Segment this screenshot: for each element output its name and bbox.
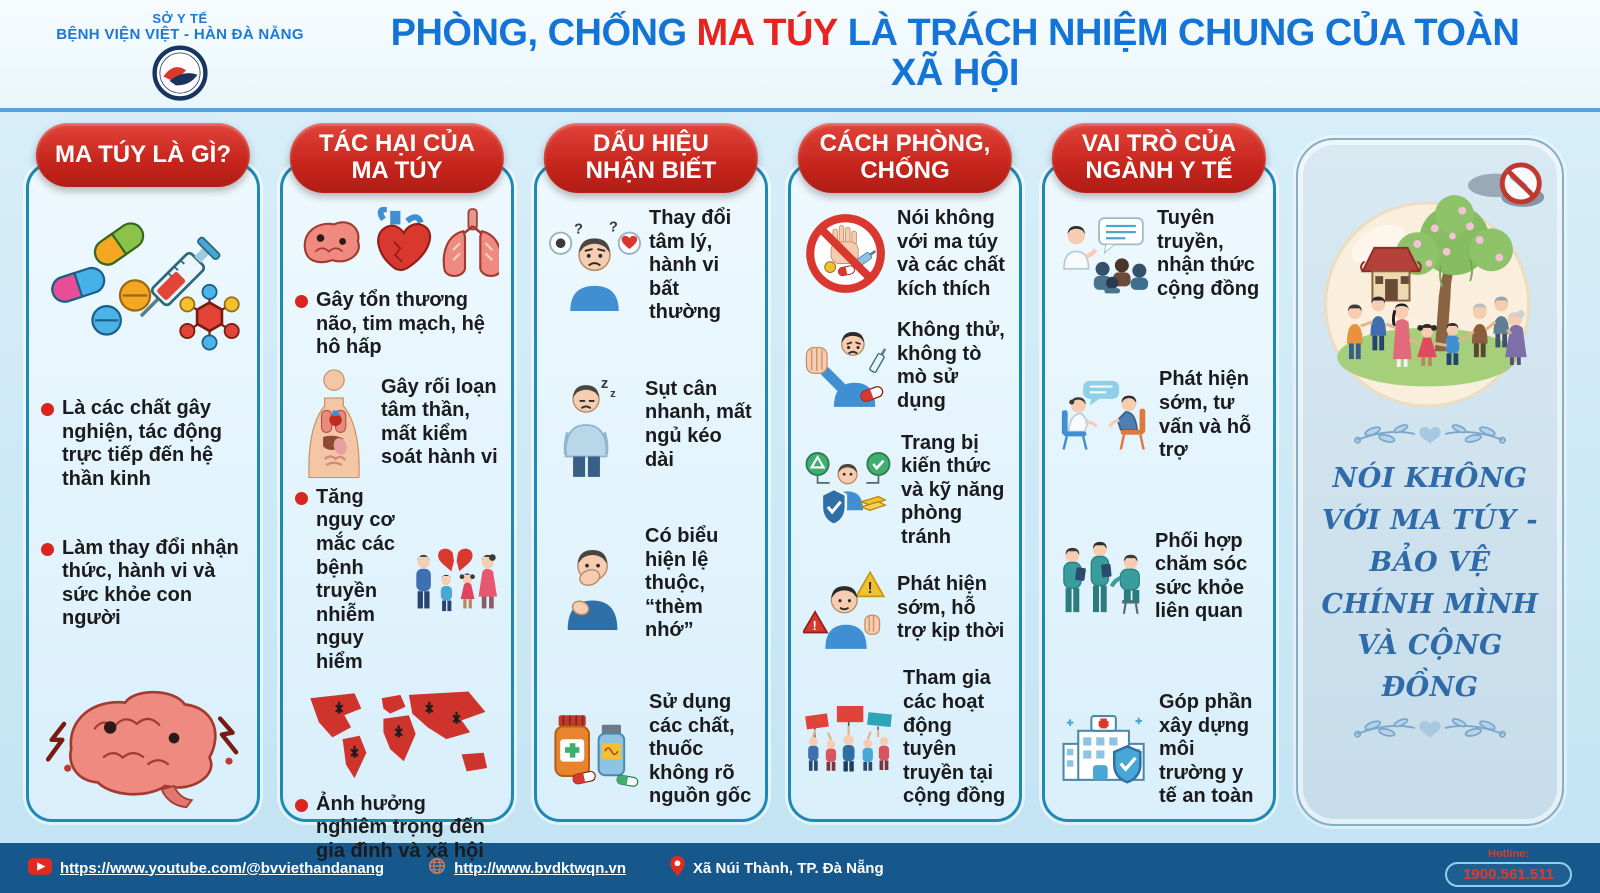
bullet-dot [41,403,54,416]
website-link[interactable]: http://www.bvdktwqn.vn [454,859,627,877]
address-item [670,856,884,880]
column-health-sector [1042,130,1276,822]
item-text: Thay đổi tâm lý, hành vi bất thường [649,207,732,324]
column-header-what-is [36,123,250,187]
svg-text:z: z [610,388,616,401]
item-text: Ảnh hưởng nghiêm trọng đến gia đình và xã hội [316,792,485,862]
community-rally-icon [803,703,895,773]
community-under-protection-illustration [1308,150,1552,419]
craving-person-icon [549,538,637,630]
org-block [0,7,360,101]
family-broken-heart-icon [413,543,499,617]
refuse-person-icon [803,325,889,407]
column-header-signs [544,123,758,193]
list-item [41,397,245,491]
address-text: Xã Núi Thành, TP. Đà Nẵng [693,859,884,877]
svg-text:!: ! [812,618,817,634]
hospital-name: BỆNH VIỆN VIỆT - HÀN ĐÀ NẴNG [56,26,304,43]
list-item [549,691,753,809]
title-suffix: LÀ TRÁCH NHIỆM CHUNG CỦA TOÀN XÃ HỘI [847,12,1520,94]
header [0,0,1600,112]
hotline-number: 1900.561.511 [1445,862,1572,887]
doctor-consulting-icon [1057,378,1151,454]
list-item [549,207,753,325]
human-anatomy-icon [295,368,373,478]
item-text: Sử dụng các chất, thuốc không rõ nguồn gốc [649,691,752,808]
footer-bar [0,843,1600,893]
column-title-line: NGÀNH Y TẾ [1085,156,1233,184]
list-item [1057,207,1261,301]
list-item [803,567,1007,649]
medicine-bottles-icon [549,712,641,788]
item-text: Trang bị kiến thức và kỹ năng phòng tránh [901,431,1005,548]
list-item [549,373,753,477]
item-text: Góp phần xây dựng môi trường y tế an toàn [1159,691,1254,808]
item-text: Tham gia các hoạt động tuyên truyền tại cộng đồng [903,667,1006,808]
list-item [803,319,1007,413]
page-title [360,14,1600,94]
list-item [803,667,1007,809]
hotline-label: Hotline: [1488,848,1529,860]
list-item [295,368,499,478]
list-item [41,537,245,631]
svg-text:!: ! [867,580,873,598]
item-text: Gây tổn thương não, tim mạch, hệ hô hấp [316,289,485,359]
doctor-presenting-icon [1057,214,1149,294]
column-title-line: DẤU HIỆU [592,130,709,157]
hotline-block [1445,849,1572,887]
column-title-line: MA TÚY [351,156,443,184]
organs-brain-heart-lungs-icon [295,207,499,281]
item-text [295,486,405,675]
list-item [295,793,499,864]
svg-text:z: z [600,375,609,392]
list-item [549,525,753,643]
location-pin-icon [670,856,685,880]
medical-team-icon [1057,538,1147,616]
hospital-shield-icon [1057,711,1151,789]
no-drugs-sign-icon [803,211,889,297]
column-title-line: CÁCH PHÒNG, [819,130,991,157]
knowledge-shield-icon [803,450,893,532]
item-text: Không thử, không tò mò sử dụng [897,319,1005,413]
title-prefix: PHÒNG, CHỐNG [390,12,687,55]
side-panel-motto: NÓI KHÔNG VỚI MA TÚY - BẢO VỆ CHÍNH MÌNH VÀ CỘNG ĐỒNG [1321,463,1539,704]
svg-text:?: ? [609,219,618,236]
item-text: Phối hợp chăm sóc sức khỏe liên quan [1155,529,1248,623]
bullet-dot [41,543,54,556]
item-text: Là các chất gây nghiện, tác động trực tiếp đến hệ thần kinh [62,397,222,490]
list-item [803,432,1007,550]
column-signs [534,130,768,822]
list-item [1057,530,1261,624]
floral-divider-top-icon [1335,419,1525,454]
item-text: Làm thay đổi nhận thức, hành vi và sức khỏe con người [62,536,239,630]
confused-person-icon [549,220,641,312]
list-item [295,486,499,675]
column-title-line: NHẬN BIẾT [585,156,717,184]
item-text: Tuyên truyền, nhận thức cộng đồng [1157,207,1260,300]
side-panel [1296,138,1564,826]
item-text: Có biểu hiện lệ thuộc, “thèm nhớ” [645,525,719,642]
column-prevention [788,130,1022,822]
svg-text:?: ? [574,221,584,238]
world-map-icon [295,683,499,785]
item-text: Tăng nguy cơ mắc các bệnh truyền nhiễm nguy hiểm [316,485,395,673]
title-highlight: MA TÚY [696,12,838,55]
column-title-line: CHỐNG [860,156,950,184]
column-title-line: MA TÚY LÀ GÌ? [55,140,231,168]
column-harms [280,130,514,862]
floral-divider-bottom-icon [1335,713,1525,748]
pills-and-syringe-illustration [41,207,245,352]
bullet-dot [295,295,308,308]
tired-person-icon [549,373,637,477]
hospital-logo-icon [152,45,208,101]
list-item [1057,691,1261,809]
list-item [1057,368,1261,462]
list-item [295,289,499,360]
damaged-brain-illustration [41,676,245,809]
item-text: Phát hiện sớm, hỗ trợ kịp thời [897,573,1005,643]
bullet-dot [295,799,308,812]
list-item [803,207,1007,301]
alert-person-icon [803,567,889,649]
youtube-icon [28,858,52,879]
column-title-line: VAI TRÒ CỦA [1081,130,1237,157]
item-text: Gây rối loạn tâm thần, mất kiểm soát hành vi [381,375,498,469]
youtube-link[interactable]: https://www.youtube.com/@bvviethandanang [60,859,385,877]
column-header-harms [290,123,504,193]
column-header-prevention [798,123,1012,193]
item-text: Sụt cân nhanh, mất ngủ kéo dài [645,377,752,471]
bullet-dot [295,492,308,505]
item-text: Nói không với ma túy và các chất kích thích [897,207,1005,300]
column-header-health-sector [1052,123,1266,193]
department-name: SỞ Y TẾ [152,11,208,26]
item-text: Phát hiện sớm, tư vấn và hỗ trợ [1159,368,1252,462]
column-title-line: TÁC HẠI CỦA [319,130,475,157]
column-what-is-drugs [26,140,260,822]
